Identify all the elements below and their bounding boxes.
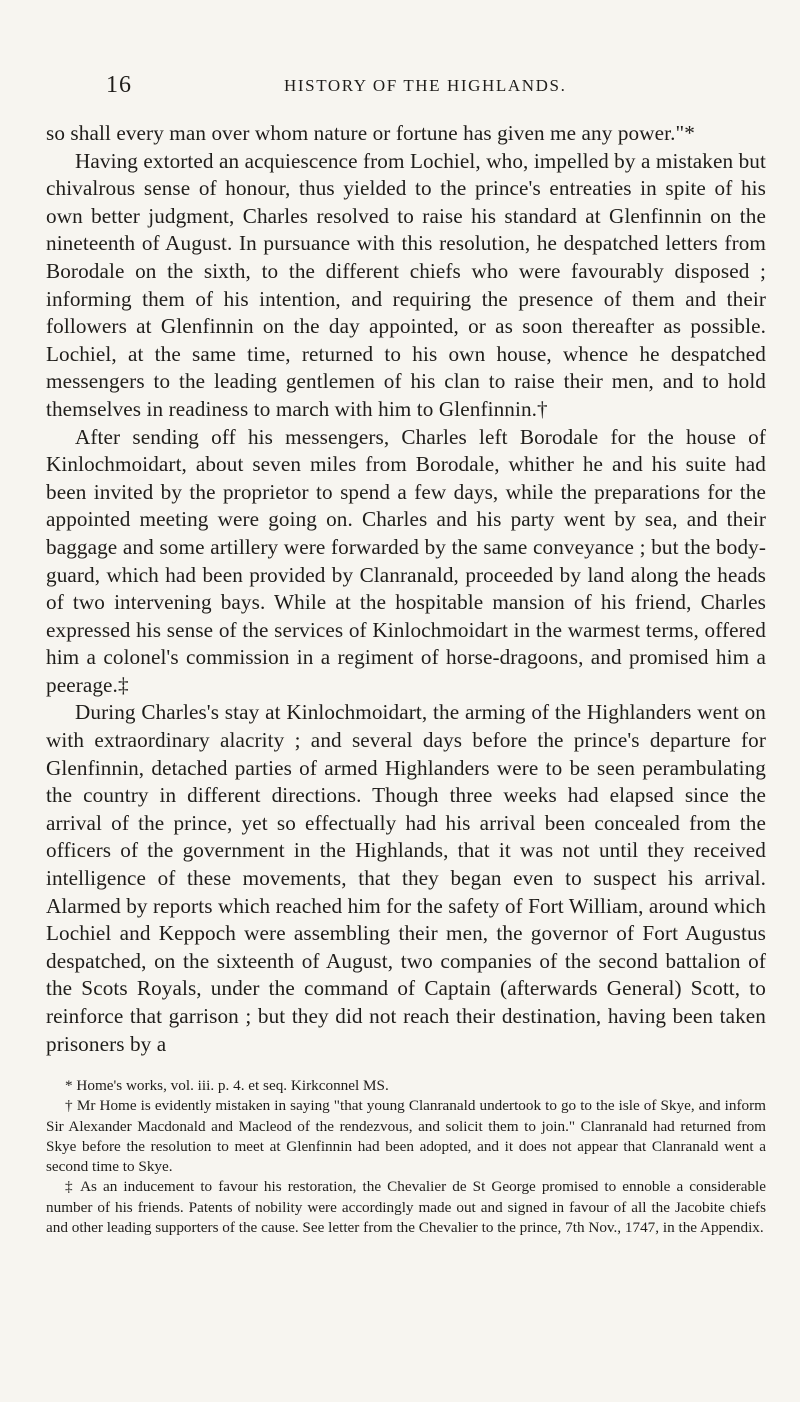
footnote: ‡ As an inducement to favour his restoration, the Chevalier de St George promised to ennoble a considerable number of his friends. Patents of nobility were accordingly made out and signed in favour of all the Jacobite chiefs and other leading supporters of the cause. See letter from the Chevalier to the prince, 7th Nov., 1747, in the Appendix. [46,1178,766,1237]
paragraph: After sending off his messengers, Charles left Borodale for the house of Kinlochmoidart, about seven miles from Borodale, whither he and his suite had been invited by the proprietor to spend a few days, while the preparations for the appointed meeting were going on. Charles and his party went by sea, and their baggage and some artillery were forwarded by the same conveyance ; but the body-guard, which had been provided by Clanranald, proceeded by land along the heads of two intervening bays. While at the hospitable mansion of his friend, Charles expressed his sense of the services of Kinlochmoidart in the warmest terms, offered him a colonel's commission in a regiment of horse-dragoons, and promised him a peerage.‡ [46,424,766,697]
paragraph: During Charles's stay at Kinlochmoidart, the arming of the Highlanders went on with extraordinary alacrity ; and several days before the prince's departure for Glenfinnin, detached parties of armed Highlanders were to be seen perambulating the country in different directions. Though three weeks had elapsed since the arrival of the prince, yet so effectually had his arrival been concealed from the officers of the government in the Highlands, that it was not until they received intelligence of these movements, that they began even to suspect his arrival. Alarmed by reports which reached him for the safety of Fort William, around which Lochiel and Keppoch were assembling their men, the governor of Fort Augustus despatched, on the sixteenth of August, two companies of the second battalion of the Scots Royals, under the command of Captain (afterwards General) Scott, to reinforce that garrison ; but they did not reach their destination, having been taken prisoners by a [46,700,766,1056]
running-head [46,72,766,102]
paragraph: Having extorted an acquiescence from Lochiel, who, impelled by a mistaken but chivalrous sense of honour, thus yielded to the prince's entreaties in spite of his own better judgment, Charles resolved to raise his standard at Glenfinnin on the nineteenth of August. In pursuance with this resolution, he despatched letters from Borodale on the sixth, to the different chiefs who were favourably disposed ; informing them of his intention, and requiring the presence of them and their followers at Glenfinnin on the day appointed, or as soon thereafter as possible. Lochiel, at the same time, returned to his own house, whence he despatched messengers to the leading gentlemen of his clan to raise their men, and to hold themselves in readiness to march with him to Glenfinnin.† [46,148,766,421]
running-title: HISTORY OF THE HIGHLANDS. [284,76,567,95]
footnote: * Home's works, vol. iii. p. 4. et seq. Kirkconnel MS. [65,1077,389,1094]
body-text [46,120,766,1058]
paragraph-continuation: so shall every man over whom nature or fortune has given me any power."* [46,121,695,145]
footnotes [46,1076,766,1238]
footnote: † Mr Home is evidently mistaken in saying "that young Clanranald undertook to go to the isle of Skye, and inform Sir Alexander Macdonald and Macleod of the rendezvous, and solicit them to join." Clanranald had returned from Skye before the resolution to meet at Glenfinnin had been adopted, and it does not appear that Clanranald went a second time to Skye. [46,1097,766,1176]
page-number: 16 [106,72,132,98]
